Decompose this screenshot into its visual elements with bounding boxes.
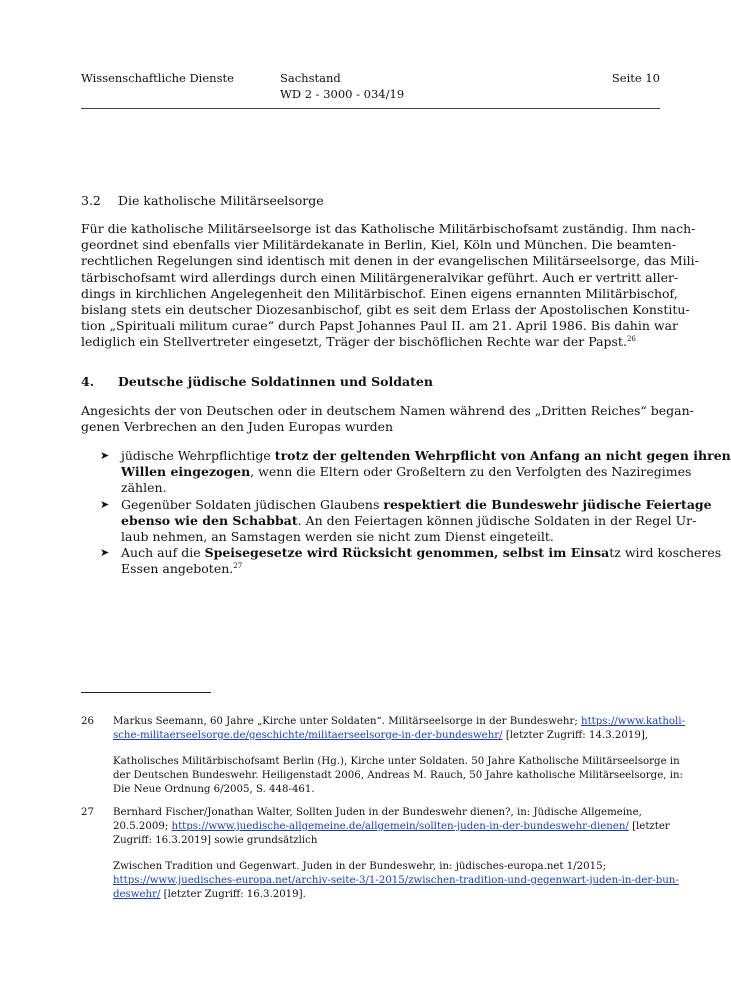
paragraph-line: Für die katholische Militärseelsorge ist das Katholische Militärbischofsamt zuständig. Ihm nach- bbox=[81, 221, 696, 236]
section-title: Deutsche jüdische Soldatinnen und Soldaten bbox=[118, 374, 433, 389]
header-divider bbox=[81, 108, 660, 109]
footnote-line: deswehr/ [letzter Zugriff: 16.3.2019]. bbox=[113, 889, 306, 900]
footnote-link[interactable]: https://www.juedisches-europa.net/archiv-seite-3/1-2015/zwischen-tradition-und-gegenwart-juden-in-der-bun- bbox=[113, 875, 679, 886]
header-document-info bbox=[280, 70, 404, 102]
list-item bbox=[100, 496, 712, 546]
bullet-line: jüdische Wehrpflichtige trotz der geltenden Wehrpflicht von Anfang an nicht gegen ihren bbox=[121, 448, 731, 463]
footnote-line: Die Neue Ordnung 6/2005, S. 448-461. bbox=[113, 784, 315, 795]
paragraph-line bbox=[81, 334, 664, 350]
paragraph-line: genen Verbrechen an den Juden Europas wurden bbox=[81, 419, 394, 435]
section-number: 4. bbox=[81, 374, 95, 389]
footnote-link[interactable]: https://www.katholi- bbox=[581, 716, 685, 727]
bullet-line: zählen. bbox=[121, 480, 167, 496]
footnote-number: 27 bbox=[81, 807, 94, 818]
section-heading-4 bbox=[81, 374, 433, 389]
footnote-line: Bernhard Fischer/Jonathan Walter, Sollten Juden in der Bundeswehr dienen?, in: Jüdische Allgemeine, bbox=[113, 807, 642, 818]
footnote-line: Katholisches Militärbischofsamt Berlin (Hg.), Kirche unter Soldaten. 50 Jahre Katholische Militärseelsorge in bbox=[113, 756, 680, 767]
header-doc-type: Sachstand bbox=[280, 71, 341, 85]
header-organization: Wissenschaftliche Dienste bbox=[81, 71, 234, 85]
footnote-line: sche-militaerseelsorge.de/geschichte/militaerseelsorge-in-der-bundeswehr/ [letzter Zugriff: 14.3.2019], bbox=[113, 730, 649, 741]
footnote-line: Zugriff: 16.3.2019] sowie grundsätzlich bbox=[113, 835, 318, 846]
bullet-line: Willen eingezogen, wenn die Eltern oder Großeltern zu den Verfolgten des Naziregimes bbox=[121, 464, 692, 480]
footnote-line: Markus Seemann, 60 Jahre „Kirche unter Soldaten“. Militärseelsorge in der Bundeswehr; https://www.katholi- bbox=[113, 716, 685, 727]
arrow-bullet-icon: ➤ bbox=[100, 497, 110, 511]
footnote-line bbox=[113, 874, 679, 888]
header-doc-ref: WD 2 - 3000 - 034/19 bbox=[280, 87, 405, 101]
paragraph-line: tärbischofsamt wird allerdings durch einen Militärgeneralvikar geführt. Auch er vertritt aller- bbox=[81, 269, 679, 285]
paragraph-line: bislang stets ein deutscher Diozesanbischof, gibt es seit dem Erlass der Apostolischen Konstitu- bbox=[81, 302, 690, 318]
paragraph-line: geordnet sind ebenfalls vier Militärdekanate in Berlin, Kiel, Köln und München. Die beamten- bbox=[81, 237, 677, 253]
bullet-line: Auch auf die Speisegesetze wird Rücksicht genommen, selbst im Einsatz wird koscheres bbox=[121, 545, 722, 561]
paragraph-line: tion „Spirituali militum curae“ durch Papst Johannes Paul II. am 21. April 1986. Bis dahin war bbox=[81, 318, 678, 334]
paragraph-line: rechtlichen Regelungen sind identisch mit denen in der evangelischen Militärseelsorge, das Mili- bbox=[81, 253, 699, 269]
section-4-intro bbox=[81, 403, 694, 435]
footnote-line: Zwischen Tradition und Gegenwart. Juden in der Bundeswehr, in: jüdisches-europa.net 1/2015; bbox=[113, 861, 607, 872]
list-item bbox=[100, 448, 731, 497]
paragraph-line: Angesichts der von Deutschen oder in deutschem Namen während des „Dritten Reiches“ began- bbox=[81, 403, 694, 418]
footnote-26 bbox=[81, 715, 685, 795]
section-3-2-paragraph bbox=[81, 221, 699, 351]
section-title: Die katholische Militärseelsorge bbox=[118, 193, 324, 208]
section-heading-3-2 bbox=[81, 193, 324, 208]
footnote-ref-27[interactable]: 27 bbox=[233, 562, 243, 571]
footnote-link[interactable]: sche-militaerseelsorge.de/geschichte/militaerseelsorge-in-der-bundeswehr/ bbox=[113, 730, 503, 741]
footnote-divider bbox=[81, 692, 211, 693]
header-page-number: Seite 10 bbox=[611, 71, 660, 85]
bullet-line: laub nehmen, an Samstagen werden sie nicht zum Dienst eingeteilt. bbox=[121, 529, 554, 545]
footnote-line: 20.5.2009; https://www.juedische-allgemeine.de/allgemein/sollten-juden-in-der-bundeswehr-dienen/ [letzter bbox=[113, 821, 670, 832]
footnote-ref-26[interactable]: 26 bbox=[626, 335, 636, 344]
bullet-line: Essen angeboten.$^{27}$ bbox=[121, 561, 243, 577]
arrow-bullet-icon: ➤ bbox=[100, 449, 110, 462]
section-number: 3.2 bbox=[81, 193, 101, 208]
bullet-list bbox=[100, 448, 731, 578]
bullet-line: ebenso wie den Schabbat. An den Feiertagen können jüdische Soldaten in der Regel Ur- bbox=[121, 512, 697, 528]
arrow-bullet-icon: ➤ bbox=[100, 546, 110, 560]
list-item bbox=[100, 545, 722, 577]
paragraph-line-text: lediglich ein Stellvertreter eingesetzt, Träger der bischöflichen Rechte war der Papst. bbox=[81, 334, 627, 350]
footnote-link[interactable]: https://www.juedische-allgemeine.de/allgemein/sollten-juden-in-der-bundeswehr-dienen/ bbox=[171, 821, 629, 832]
bullet-line: Gegenüber Soldaten jüdischen Glaubens respektiert die Bundeswehr jüdische Feiertage bbox=[121, 496, 712, 512]
footnote-link[interactable]: deswehr/ bbox=[113, 889, 161, 900]
footnote-27 bbox=[81, 806, 679, 906]
footnote-number: 26 bbox=[81, 716, 94, 727]
paragraph-line: dings in kirchlichen Angelegenheit den Militärbischof. Einen eigens ernannten Militärbischof, bbox=[81, 285, 678, 301]
footnote-line: der Deutschen Bundeswehr. Heiligenstadt 2006, Andreas M. Rauch, 50 Jahre katholische Militärseelsorge, in: bbox=[113, 770, 683, 781]
